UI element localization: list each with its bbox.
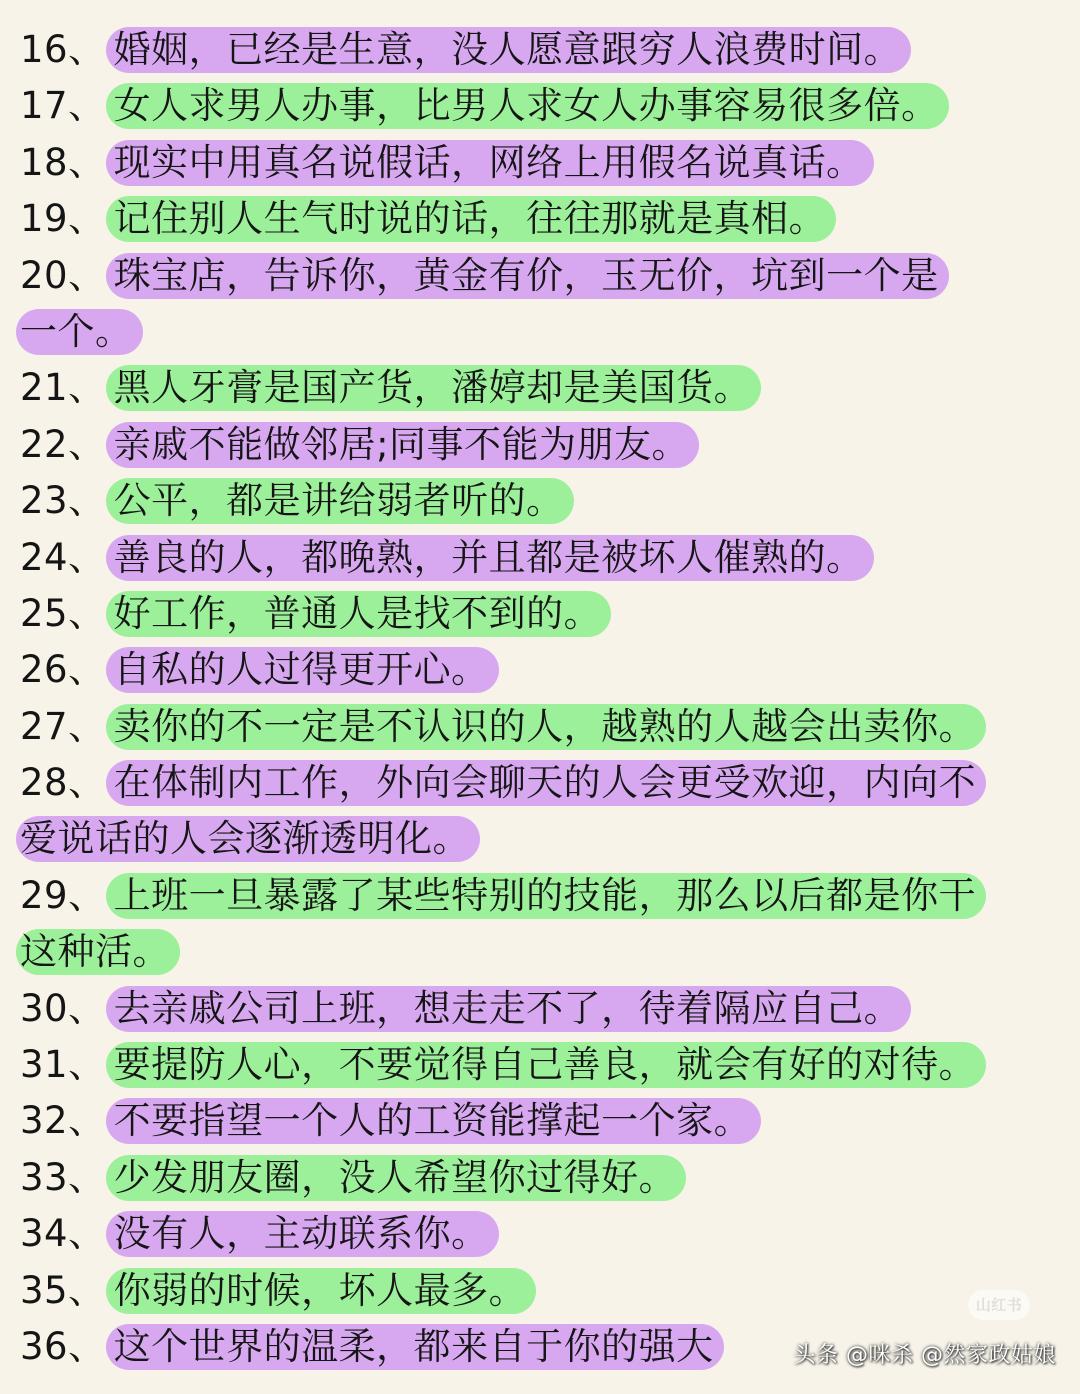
item-text: 公平，都是讲给弱者听的。 bbox=[106, 478, 574, 524]
list-item bbox=[20, 530, 1070, 586]
list-item bbox=[20, 1037, 1070, 1093]
item-text: 去亲戚公司上班，想走走不了，待着隔应自己。 bbox=[106, 986, 912, 1032]
item-text: 珠宝店，告诉你，黄金有价，玉无价，坑到一个是 bbox=[106, 253, 949, 299]
item-text-continuation: 这种活。 bbox=[16, 929, 180, 975]
item-text: 少发朋友圈，没人希望你过得好。 bbox=[106, 1155, 687, 1201]
item-text: 自私的人过得更开心。 bbox=[106, 647, 499, 693]
list-item bbox=[20, 1150, 1070, 1206]
item-number: 32、 bbox=[20, 1099, 106, 1143]
list-item bbox=[20, 1206, 1070, 1262]
item-number: 28、 bbox=[20, 761, 106, 805]
list-item bbox=[20, 78, 1070, 134]
item-number: 27、 bbox=[20, 704, 106, 748]
item-text: 没有人，主动联系你。 bbox=[106, 1211, 499, 1257]
item-text: 在体制内工作，外向会聊天的人会更受欢迎，内向不 bbox=[106, 760, 987, 806]
item-number: 31、 bbox=[20, 1043, 106, 1087]
list-item bbox=[20, 135, 1070, 191]
item-number: 18、 bbox=[20, 140, 106, 184]
list-item bbox=[20, 191, 1070, 247]
list-item bbox=[20, 868, 1070, 924]
item-text: 要提防人心，不要觉得自己善良，就会有好的对待。 bbox=[106, 1042, 987, 1088]
item-text: 亲戚不能做邻居;同事不能为朋友。 bbox=[106, 422, 699, 468]
item-text: 不要指望一个人的工资能撑起一个家。 bbox=[106, 1098, 762, 1144]
item-number: 19、 bbox=[20, 197, 106, 241]
item-text: 这个世界的温柔，都来自于你的强大 bbox=[106, 1324, 724, 1370]
item-number: 33、 bbox=[20, 1155, 106, 1199]
item-number: 26、 bbox=[20, 648, 106, 692]
item-text: 女人求男人办事，比男人求女人办事容易很多倍。 bbox=[106, 83, 949, 129]
list-item bbox=[20, 1093, 1070, 1149]
list-item bbox=[20, 586, 1070, 642]
item-number: 17、 bbox=[20, 84, 106, 128]
item-number: 21、 bbox=[20, 366, 106, 410]
list-item-continuation bbox=[20, 304, 1070, 360]
item-text: 现实中用真名说假话，网络上用假名说真话。 bbox=[106, 140, 874, 186]
item-number: 35、 bbox=[20, 1268, 106, 1312]
list-item bbox=[20, 473, 1070, 529]
item-number: 22、 bbox=[20, 422, 106, 466]
item-text: 黑人牙膏是国产货，潘婷却是美国货。 bbox=[106, 365, 762, 411]
item-text: 记住别人生气时说的话，往往那就是真相。 bbox=[106, 196, 837, 242]
list-item bbox=[20, 755, 1070, 811]
item-text: 你弱的时候，坏人最多。 bbox=[106, 1268, 537, 1314]
list-item bbox=[20, 699, 1070, 755]
item-number: 34、 bbox=[20, 1212, 106, 1256]
list-item bbox=[20, 248, 1070, 304]
item-number: 25、 bbox=[20, 591, 106, 635]
item-text: 卖你的不一定是不认识的人，越熟的人越会出卖你。 bbox=[106, 704, 987, 750]
item-number: 20、 bbox=[20, 253, 106, 297]
watermark-badge: 山红书 bbox=[968, 1290, 1030, 1320]
watermark-credit: 头条 @咪杀 @然家政姑娘 bbox=[793, 1343, 1056, 1368]
item-text: 好工作，普通人是找不到的。 bbox=[106, 591, 612, 637]
item-number: 30、 bbox=[20, 986, 106, 1030]
list-item-continuation bbox=[20, 811, 1070, 867]
quote-list bbox=[20, 22, 1070, 1375]
list-item bbox=[20, 360, 1070, 416]
item-text-continuation: 爱说话的人会逐渐透明化。 bbox=[16, 816, 480, 862]
item-number: 16、 bbox=[20, 28, 106, 71]
list-item bbox=[20, 642, 1070, 698]
item-number: 24、 bbox=[20, 535, 106, 579]
list-item-continuation bbox=[20, 924, 1070, 980]
list-item bbox=[20, 22, 1070, 78]
item-number: 29、 bbox=[20, 873, 106, 917]
item-text: 善良的人，都晚熟，并且都是被坏人催熟的。 bbox=[106, 535, 874, 581]
item-text: 上班一旦暴露了某些特别的技能，那么以后都是你干 bbox=[106, 873, 987, 919]
item-text: 婚姻，已经是生意，没人愿意跟穷人浪费时间。 bbox=[106, 27, 912, 73]
list-item bbox=[20, 1263, 1070, 1319]
item-text-continuation: 一个。 bbox=[16, 309, 143, 355]
item-number: 23、 bbox=[20, 479, 106, 523]
item-number: 36、 bbox=[20, 1324, 106, 1368]
list-item bbox=[20, 417, 1070, 473]
list-item bbox=[20, 981, 1070, 1037]
